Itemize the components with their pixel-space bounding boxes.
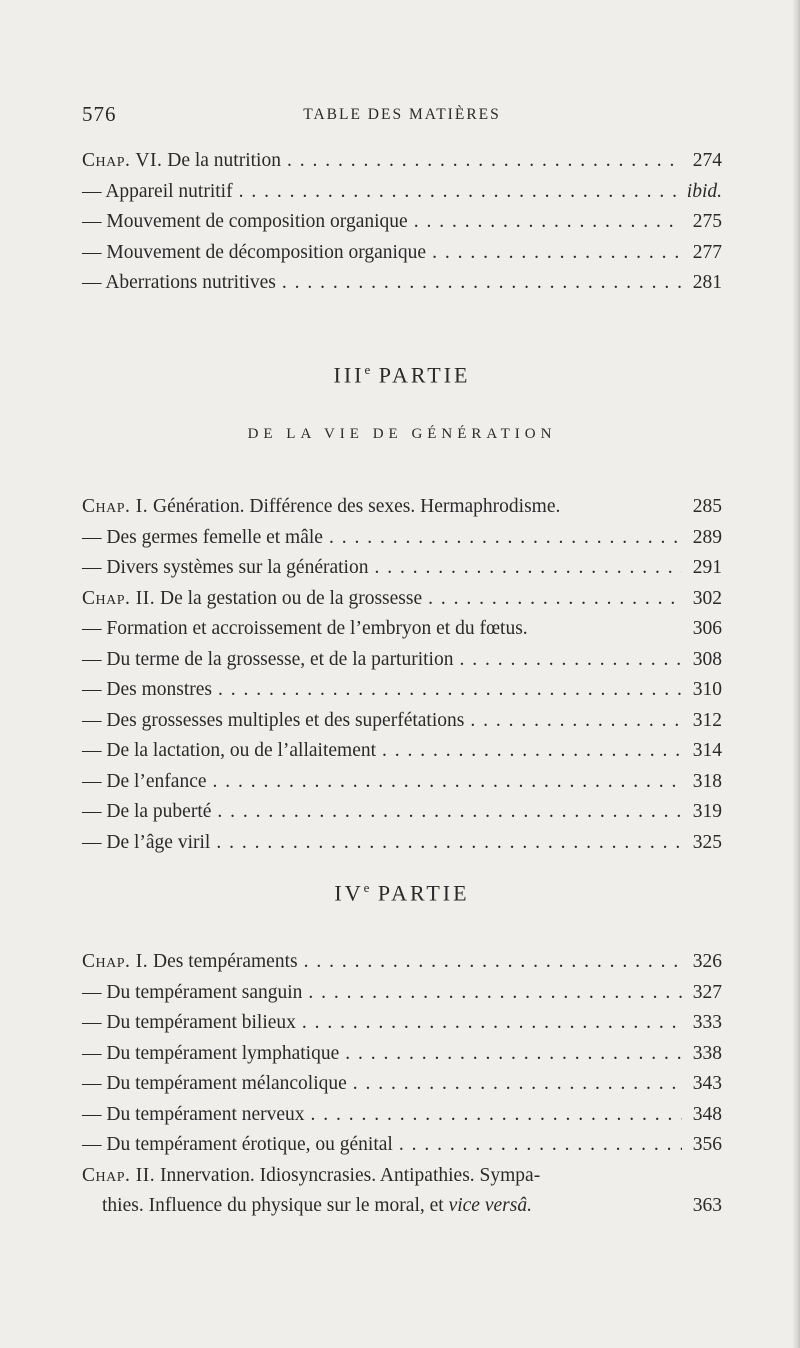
page-edge bbox=[792, 0, 800, 1348]
toc-entry: — Du tempérament bilieux . . . 333 bbox=[82, 1008, 722, 1039]
toc-entry: — Du tempérament nerveux . . . 348 bbox=[82, 1100, 722, 1131]
dot-leader bbox=[213, 767, 682, 798]
toc-page: 289 bbox=[692, 526, 722, 548]
toc-entry: — Mouvement de décomposition organique . . . 277 bbox=[82, 238, 722, 269]
toc-page: 333 bbox=[692, 1012, 722, 1033]
toc-entry: — Du terme de la grossesse, et de la parturition . . . 308 bbox=[82, 645, 722, 676]
toc-page: 275 bbox=[692, 211, 722, 232]
running-title: TABLE DES MATIÈRES bbox=[303, 106, 501, 123]
toc-page: 310 bbox=[692, 679, 722, 700]
toc-entry: — Des germes femelle et mâle . . . 289 bbox=[82, 523, 722, 554]
toc-entry: — Formation et accroissement de l’embryon et du fœtus. 306 bbox=[82, 614, 722, 645]
toc-entry: — Du tempérament érotique, ou génital . . . 356 bbox=[82, 1130, 722, 1161]
dot-leader bbox=[287, 146, 682, 177]
toc-block-generation bbox=[82, 492, 722, 858]
toc-page: 363 bbox=[692, 1195, 722, 1216]
toc-entry: Chap. II. Innervation. Idiosyncrasies. Antipathies. Sympa- bbox=[82, 1164, 541, 1186]
toc-page: 338 bbox=[692, 1042, 722, 1064]
dot-leader bbox=[304, 947, 682, 978]
dot-leader bbox=[218, 675, 682, 706]
toc-entry: — De l’âge viril . . . 325 bbox=[82, 828, 722, 859]
toc-page: 348 bbox=[692, 1103, 722, 1125]
dot-leader bbox=[414, 207, 682, 238]
dot-leader bbox=[459, 645, 682, 676]
page-header bbox=[82, 102, 722, 128]
dot-leader bbox=[217, 797, 682, 828]
toc-page: 318 bbox=[692, 770, 722, 792]
toc-page: 277 bbox=[692, 241, 722, 263]
toc-page: 274 bbox=[692, 150, 722, 171]
toc-entry: Chap. I. Génération. Différence des sexes. Hermaphrodisme. 285 bbox=[82, 492, 722, 523]
toc-page: 326 bbox=[692, 951, 722, 972]
toc-page: ibid. bbox=[686, 180, 722, 202]
dot-leader bbox=[308, 978, 682, 1009]
dot-leader bbox=[239, 177, 681, 208]
toc-page: 291 bbox=[692, 557, 722, 578]
toc-page: 308 bbox=[692, 648, 722, 670]
toc-entry: — Du tempérament lymphatique . . . 338 bbox=[82, 1039, 722, 1070]
toc-block-temperaments bbox=[82, 947, 722, 1222]
dot-leader bbox=[432, 238, 682, 269]
toc-page: 306 bbox=[692, 618, 722, 639]
dot-leader bbox=[311, 1100, 682, 1131]
toc-entry: — Des monstres . . . 310 bbox=[82, 675, 722, 706]
toc-entry: — Du tempérament sanguin . . . 327 bbox=[82, 978, 722, 1009]
dot-leader bbox=[216, 828, 682, 859]
dot-leader bbox=[374, 553, 682, 584]
part-heading: IVe PARTIE bbox=[334, 880, 470, 906]
page-number: 576 bbox=[82, 102, 117, 126]
part-heading: IIIe PARTIE bbox=[333, 362, 471, 388]
dot-leader bbox=[353, 1069, 682, 1100]
toc-entry: — Aberrations nutritives . . . 281 bbox=[82, 268, 722, 299]
dot-leader bbox=[345, 1039, 682, 1070]
toc-entry: — De l’enfance . . . 318 bbox=[82, 767, 722, 798]
toc-page: 325 bbox=[692, 831, 722, 853]
toc-page: 302 bbox=[692, 587, 722, 609]
toc-page: 312 bbox=[692, 709, 722, 731]
toc-page: 285 bbox=[692, 496, 722, 517]
dot-leader bbox=[470, 706, 682, 737]
dot-leader bbox=[302, 1008, 682, 1039]
toc-page: 343 bbox=[692, 1073, 722, 1094]
toc-entry: — Mouvement de composition organique . . . 275 bbox=[82, 207, 722, 238]
toc-entry: — De la lactation, ou de l’allaitement . . . 314 bbox=[82, 736, 722, 767]
dot-leader bbox=[428, 584, 682, 615]
toc-entry-continuation: thies. Influence du physique sur le moral, et vice versâ. 363 bbox=[82, 1191, 722, 1222]
dot-leader bbox=[382, 736, 682, 767]
part-subtitle: DE LA VIE DE GÉNÉRATION bbox=[247, 426, 557, 442]
dot-leader bbox=[329, 523, 682, 554]
toc-entry: Chap. I. Des tempéraments . . . 326 bbox=[82, 947, 722, 978]
toc-entry: — Divers systèmes sur la génération . . . 291 bbox=[82, 553, 722, 584]
toc-entry: Chap. VI. De la nutrition . . . 274 bbox=[82, 146, 722, 177]
toc-entry: — Des grossesses multiples et des superfétations . . . 312 bbox=[82, 706, 722, 737]
toc-block-nutrition bbox=[82, 146, 722, 299]
toc-entry: — Du tempérament mélancolique . . . 343 bbox=[82, 1069, 722, 1100]
toc-page: 281 bbox=[692, 272, 722, 293]
toc-entry: — De la puberté . . . 319 bbox=[82, 797, 722, 828]
toc-entry: — Appareil nutritif . . . ibid. bbox=[82, 177, 722, 208]
toc-entry: Chap. II. De la gestation ou de la grossesse . . . 302 bbox=[82, 584, 722, 615]
toc-page: 319 bbox=[692, 801, 722, 822]
toc-page: 356 bbox=[692, 1134, 722, 1155]
dot-leader bbox=[282, 268, 682, 299]
dot-leader bbox=[399, 1130, 682, 1161]
toc-page: 327 bbox=[692, 981, 722, 1003]
toc-page: 314 bbox=[692, 740, 722, 761]
